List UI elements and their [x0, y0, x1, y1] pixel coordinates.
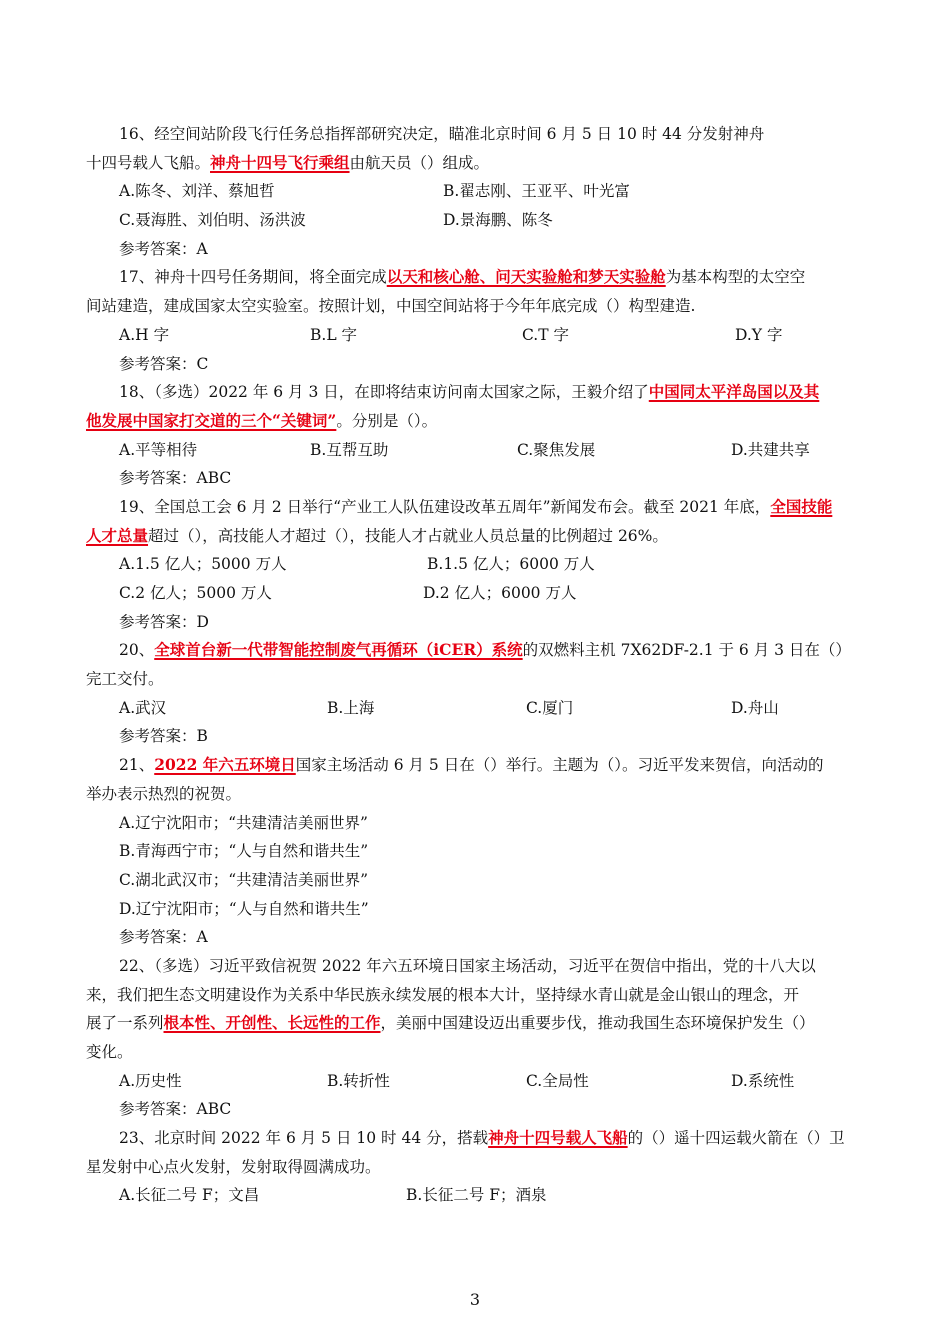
question-22-line-2: 来，我们把生态文明建设作为关系中华民族永续发展的根本大计，坚持绿水青山就是金山银山的理念，开 — [86, 985, 800, 1004]
question-18-line-2 — [86, 407, 866, 436]
option-d: D.辽宁沈阳市；“人与自然和谐共生” — [119, 899, 369, 918]
highlight-text: 神舟十四号载人飞船 — [488, 1128, 628, 1148]
option-b: B.翟志刚、王亚平、叶光富 — [443, 182, 630, 201]
question-text: 由航天员（）组成。 — [349, 153, 490, 172]
option-c: C.2 亿人；5000 万人 — [119, 584, 272, 602]
option-b: B.L 字 — [310, 325, 358, 344]
question-19-answer: 参考答案：D — [119, 612, 209, 631]
question-text: 23、北京时间 2022 年 6 月 5 日 10 时 44 分，搭载 — [119, 1129, 489, 1148]
question-20-line-2: 完工交付。 — [86, 670, 164, 689]
question-22-answer: 参考答案：ABC — [119, 1100, 232, 1119]
question-17-line-1 — [86, 263, 866, 292]
option-a: A.武汉 — [119, 698, 167, 717]
option-b: B.长征二号 F；酒泉 — [406, 1186, 547, 1205]
question-16-options-row-1 — [86, 177, 866, 206]
option-c: C.聂海胜、刘伯明、汤洪波 — [119, 211, 306, 230]
question-20-options — [86, 694, 866, 723]
option-d: D.2 亿人；6000 万人 — [423, 584, 577, 602]
question-20-line-1 — [86, 636, 866, 665]
question-16-options-row-2 — [86, 206, 866, 235]
option-b: B.上海 — [327, 698, 375, 717]
question-16-line-1 — [86, 120, 866, 149]
option-d: D.系统性 — [731, 1071, 795, 1090]
option-b: B.互帮互助 — [310, 440, 389, 459]
question-text: 十四号载人飞船。 — [86, 153, 211, 172]
option-a: A.长征二号 F；文昌 — [119, 1186, 260, 1205]
option-a: A.平等相待 — [119, 440, 198, 459]
question-18-options — [86, 436, 866, 465]
question-16-line-2 — [86, 149, 866, 178]
question-19-options-row-2 — [86, 579, 866, 608]
question-text: 国家主场活动 6 月 5 日在（）举行。主题为（）。习近平发来贺信，向活动的 — [295, 756, 824, 775]
question-text: 展了一系列 — [86, 1014, 164, 1033]
option-a: A.1.5 亿人；5000 万人 — [119, 555, 287, 574]
option-a: A.辽宁沈阳市；“共建清洁美丽世界” — [119, 813, 368, 832]
option-d: D.Y 字 — [735, 325, 783, 344]
question-23-line-1 — [86, 1124, 866, 1153]
option-a: A.H 字 — [119, 325, 170, 344]
page-number: 3 — [469, 1290, 481, 1309]
question-21-answer: 参考答案：A — [119, 928, 208, 947]
option-b: B.1.5 亿人；6000 万人 — [427, 555, 595, 574]
question-text: ，美丽中国建设迈出重要步伐，推动我国生态环境保护发生（） — [380, 1014, 815, 1033]
option-c: C.湖北武汉市；“共建清洁美丽世界” — [119, 870, 369, 889]
option-d: D.舟山 — [731, 698, 779, 717]
question-17-options — [86, 321, 866, 350]
question-23-line-2: 星发射中心点火发射，发射取得圆满成功。 — [86, 1157, 381, 1176]
option-c: C.厦门 — [526, 698, 574, 717]
question-19-line-1 — [86, 493, 866, 522]
question-text: 19、全国总工会 6 月 2 日举行“产业工人队伍建设改革五周年”新闻发布会。截至 2021 年底， — [119, 497, 771, 516]
question-text: 17、神舟十四号任务期间，将全面完成 — [119, 268, 387, 287]
question-text: 20、 — [119, 641, 155, 660]
option-c: C.全局性 — [526, 1071, 589, 1090]
question-22-line-3 — [86, 1009, 866, 1038]
option-a: A.历史性 — [119, 1071, 182, 1090]
question-17-answer: 参考答案：C — [119, 354, 209, 373]
question-21-line-1 — [86, 751, 866, 780]
question-19-line-2 — [86, 522, 866, 551]
question-22-line-4: 变化。 — [86, 1043, 133, 1061]
question-text: 超过（），高技能人才超过（），技能人才占就业人员总量的比例超过 26%。 — [148, 526, 668, 545]
option-c: C.聚焦发展 — [517, 440, 596, 459]
highlight-text: 2022 年六五环境日 — [154, 755, 296, 775]
option-d: D.景海鹏、陈冬 — [443, 211, 553, 230]
question-text: 的（）遥十四运载火箭在（）卫 — [627, 1129, 845, 1148]
highlight-text: 以天和核心舱、问天实验舱和梦天实验舱 — [386, 267, 666, 287]
question-list — [86, 120, 866, 1210]
question-text: 的双燃料主机 7X62DF-2.1 于 6 月 3 日在（） — [522, 641, 851, 660]
option-a: A.陈冬、刘洋、蔡旭哲 — [119, 182, 275, 201]
highlight-text: 全球首台新一代带智能控制废气再循环（iCER）系统 — [154, 640, 523, 660]
question-20-answer: 参考答案：B — [119, 727, 208, 746]
question-23-options — [86, 1181, 866, 1210]
question-21-line-2: 举办表示热烈的祝贺。 — [86, 784, 242, 803]
question-16-answer: 参考答案：A — [119, 239, 208, 258]
highlight-text: 他发展中国家打交道的三个“关键词” — [86, 410, 337, 430]
highlight-text: 人才总量 — [86, 525, 149, 545]
highlight-text: 神舟十四号飞行乘组 — [210, 152, 350, 172]
question-19-options-row-1 — [86, 550, 866, 579]
question-text: 21、 — [119, 756, 155, 775]
option-c: C.T 字 — [522, 325, 569, 344]
question-text: 。分别是（）。 — [336, 411, 438, 430]
highlight-text: 全国技能 — [770, 496, 833, 516]
question-text: 为基本构型的太空空 — [665, 268, 806, 287]
option-d: D.共建共享 — [731, 440, 810, 459]
highlight-text: 中国同太平洋岛国以及其 — [648, 382, 820, 402]
question-17-line-2: 间站建造，建成国家太空实验室。按照计划，中国空间站将于今年年底完成（）构型建造. — [86, 297, 696, 316]
option-b: B.青海西宁市；“人与自然和谐共生” — [119, 842, 369, 861]
option-b: B.转折性 — [327, 1071, 390, 1090]
question-text: 16、经空间站阶段飞行任务总指挥部研究决定，瞄准北京时间 6 月 5 日 10 时 44 分发射神舟 — [119, 125, 765, 143]
question-18-answer: 参考答案：ABC — [119, 469, 232, 488]
question-22-options — [86, 1067, 866, 1096]
highlight-text: 根本性、开创性、长远性的工作 — [163, 1013, 381, 1033]
question-text: 18、（多选）2022 年 6 月 3 日，在即将结束访问南太国家之际，王毅介绍了 — [119, 383, 649, 402]
question-18-line-1 — [86, 378, 866, 407]
question-22-line-1: 22、（多选）习近平致信祝贺 2022 年六五环境日国家主场活动，习近平在贺信中指出，党的十八大以 — [119, 956, 816, 975]
